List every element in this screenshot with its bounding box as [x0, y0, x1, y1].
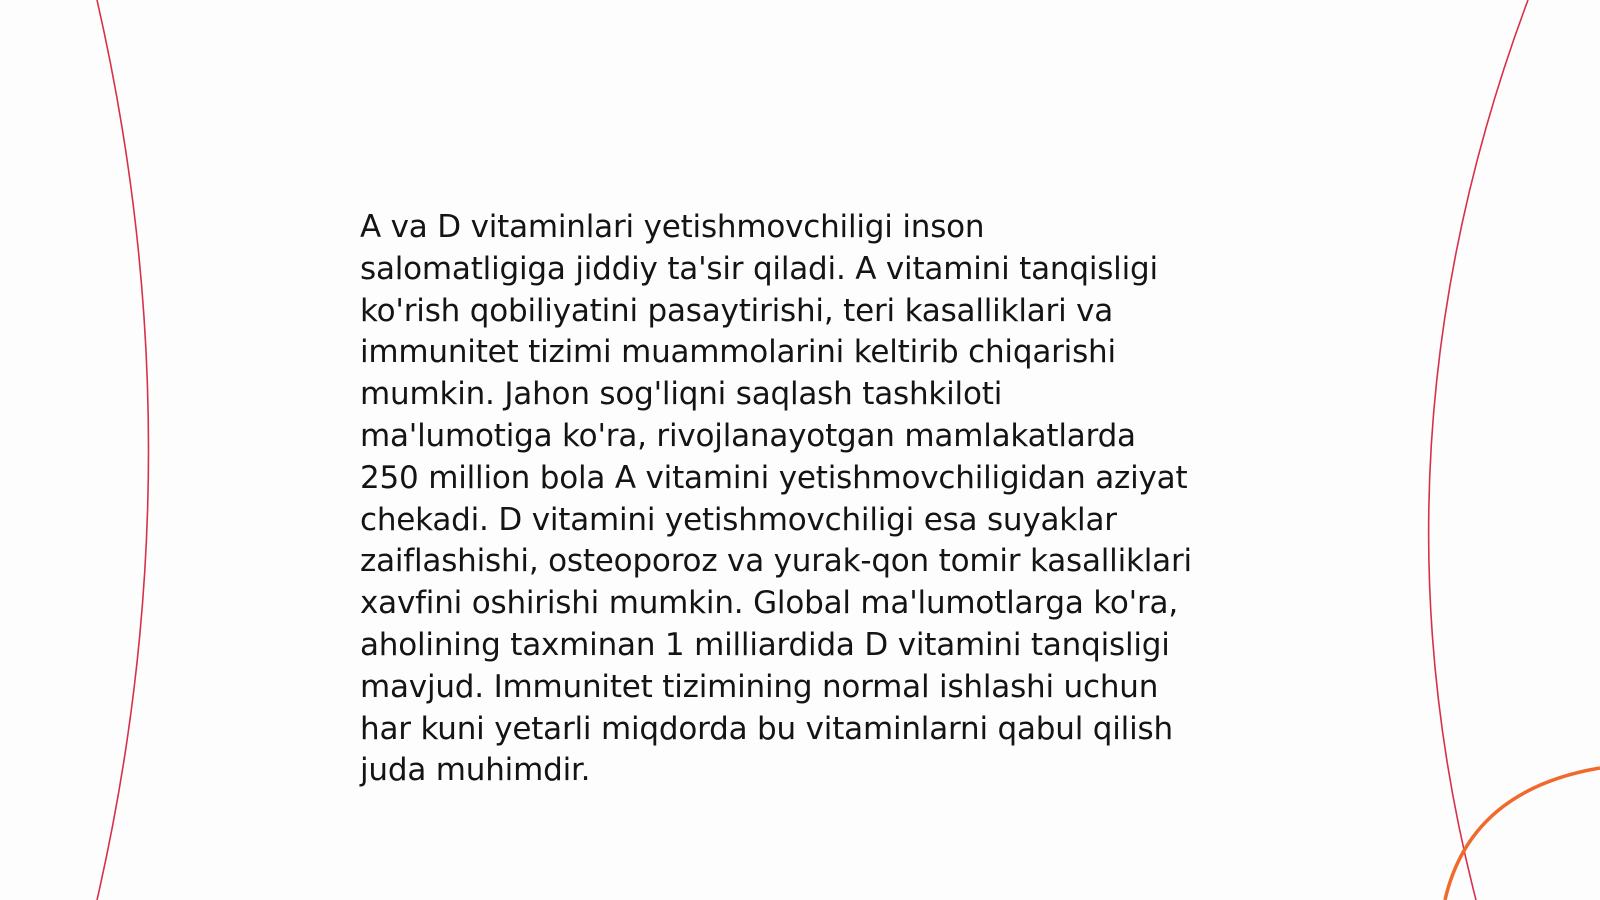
- text-line: A va D vitaminlari yetishmovchiligi inson: [360, 209, 985, 245]
- text-line: aholining taxminan 1 milliardida D vitamini tanqisligi: [360, 626, 1170, 663]
- text-line: mavjud. Immunitet tizimining normal ishlashi uchun: [360, 668, 1159, 705]
- text-line: ko'rish qobiliyatini pasaytirishi, teri kasalliklari va: [360, 292, 1114, 329]
- bottom-right-arc: [1445, 768, 1600, 900]
- right-curve-line: [1429, 0, 1528, 900]
- text-line: mumkin. Jahon sog'liqni saqlash tashkiloti: [360, 376, 1003, 413]
- body-paragraph: [360, 207, 1260, 792]
- text-line: juda muhimdir.: [360, 752, 591, 789]
- text-line: xavfini oshirishi mumkin. Global ma'lumotlarga ko'ra,: [360, 585, 1178, 622]
- left-curve-line: [97, 0, 149, 900]
- text-line: salomatligiga jiddiy ta'sir qiladi. A vitamini tanqisligi: [360, 250, 1158, 287]
- text-line: immunitet tizimi muammolarini keltirib chiqarishi: [360, 334, 1116, 371]
- text-line: 250 million bola A vitamini yetishmovchiligidan aziyat: [360, 459, 1188, 496]
- text-line: har kuni yetarli miqdorda bu vitaminlarni qabul qilish: [360, 710, 1173, 747]
- text-line: ma'lumotiga ko'ra, rivojlanayotgan mamlakatlarda: [360, 417, 1136, 454]
- text-line: chekadi. D vitamini yetishmovchiligi esa suyaklar: [360, 501, 1117, 538]
- text-line: zaiflashishi, osteoporoz va yurak-qon tomir kasalliklari: [360, 543, 1192, 580]
